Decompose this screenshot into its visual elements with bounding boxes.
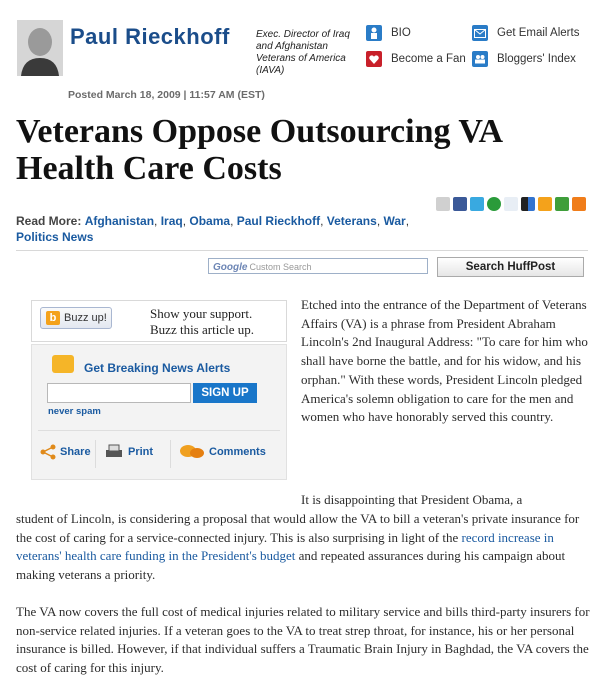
tag-link[interactable]: Iraq (160, 214, 183, 228)
article-paragraph-2 (16, 510, 591, 585)
bio-label: BIO (391, 27, 411, 39)
divider (16, 250, 588, 251)
alerts-title: Get Breaking News Alerts (84, 361, 231, 375)
comments-action[interactable] (179, 444, 266, 460)
email-alerts-label: Get Email Alerts (497, 27, 580, 39)
google-logo: Google (213, 262, 248, 273)
envelope-icon (52, 355, 74, 373)
tag-link[interactable]: Afghanistan (84, 214, 155, 228)
article-paragraph-2-start: It is disappointing that President Obama, a (301, 492, 523, 507)
author-name[interactable]: Paul Rieckhoff (70, 24, 230, 49)
speech-bubble-icon (179, 444, 205, 460)
divider (38, 430, 280, 431)
delicious-icon[interactable] (521, 197, 535, 211)
tag-link[interactable]: Obama (189, 214, 231, 228)
share-label: Share (60, 446, 91, 458)
become-fan-label: Become a Fan (391, 53, 466, 65)
share-icon (40, 444, 56, 460)
bloggers-index-label: Bloggers' Index (497, 53, 576, 65)
buzz-support-text (150, 306, 254, 338)
buzz-up-button[interactable] (40, 307, 112, 329)
signup-button[interactable]: SIGN UP (193, 383, 257, 403)
paragraph-text: student of Lincoln, is considering a proposal that would allow the VA to bill a veteran's private insurance for the cost of caring for a service-connected injury. This is also surprising in light of the (16, 511, 580, 545)
never-spam-note: never spam (48, 406, 101, 417)
person-icon (366, 25, 382, 41)
buzz-box (31, 300, 287, 342)
share-action[interactable] (40, 444, 91, 460)
author-description: Exec. Director of Iraq and Afghanistan Veterans of America (IAVA) (256, 29, 350, 76)
paragraph-text: and repeated assurances during his campaign about making veterans a priority. (16, 548, 566, 583)
comments-label: Comments (209, 446, 266, 458)
budget-link[interactable]: record increase in veterans' health care funding in the President's budget (16, 529, 554, 564)
read-more-label: Read More: (16, 214, 82, 228)
print-action[interactable] (104, 444, 153, 460)
bio-link[interactable] (366, 25, 411, 41)
posted-date: Posted March 18, 2009 | 11:57 AM (EST) (68, 89, 265, 101)
rss-icon[interactable] (572, 197, 586, 211)
news-alerts-box (31, 344, 287, 480)
bloggers-index-link[interactable] (472, 51, 576, 67)
social-share-icons (436, 197, 586, 211)
author-photo[interactable] (17, 20, 63, 76)
tag-link[interactable]: War (383, 214, 406, 228)
people-icon (472, 51, 488, 67)
email-alerts-link[interactable] (472, 25, 579, 41)
printer-icon (104, 444, 124, 460)
twitter-icon[interactable] (470, 197, 484, 211)
search-placeholder: Custom Search (249, 262, 312, 272)
share-icon[interactable] (555, 197, 569, 211)
heart-icon (366, 51, 382, 67)
search-input[interactable] (208, 258, 428, 274)
tag-link[interactable]: Politics News (16, 230, 94, 244)
envelope-icon (472, 25, 488, 41)
become-fan-link[interactable] (366, 51, 466, 67)
read-more-tags: Read More: Afghanistan, Iraq, Obama, Paul Rieckhoff, Veterans, War, Politics News (16, 214, 410, 244)
digg-icon[interactable] (436, 197, 450, 211)
search-button[interactable]: Search HuffPost (437, 257, 584, 277)
tag-link[interactable]: Veterans (326, 214, 377, 228)
stumbleupon-icon[interactable] (487, 197, 501, 211)
facebook-icon[interactable] (453, 197, 467, 211)
reddit-icon[interactable] (504, 197, 518, 211)
print-label: Print (128, 446, 154, 458)
article-headline: Veterans Oppose Outsourcing VA Health Care Costs (16, 113, 502, 187)
article-paragraph-3: The VA now covers the full cost of medical injuries related to military service and bills third-party insurers for non-service related injuries. If a veteran goes to the VA to treat strep throat, for instance, his or her personal insurance is billed. However, if that individual suffers a Traumatic Brain Injury in Baghdad, the VA covers the cost of caring for this injury. (16, 604, 590, 676)
divider (170, 440, 171, 468)
article-paragraph-1: Etched into the entrance of the Department of Veterans Affairs (VA) is a phrase from President Abraham Lincoln's 2nd Inaugural Address: "To care for him who shall have borne the battle, and for his widow, and his orphan." With these words, President Lincoln pledged America's solemn obligation to care for the men and women who have honorably served this country. (301, 297, 588, 425)
buzz-up-label: Buzz up! (64, 312, 107, 324)
yahoo-buzz-icon: b (46, 311, 60, 325)
buzz-line-2: Buzz this article up. (150, 322, 254, 337)
divider (95, 440, 96, 468)
email-field[interactable] (47, 383, 191, 403)
buzz-line-1: Show your support. (150, 306, 253, 321)
yahoo-buzz-icon[interactable] (538, 197, 552, 211)
tag-link[interactable]: Paul Rieckhoff (236, 214, 321, 228)
